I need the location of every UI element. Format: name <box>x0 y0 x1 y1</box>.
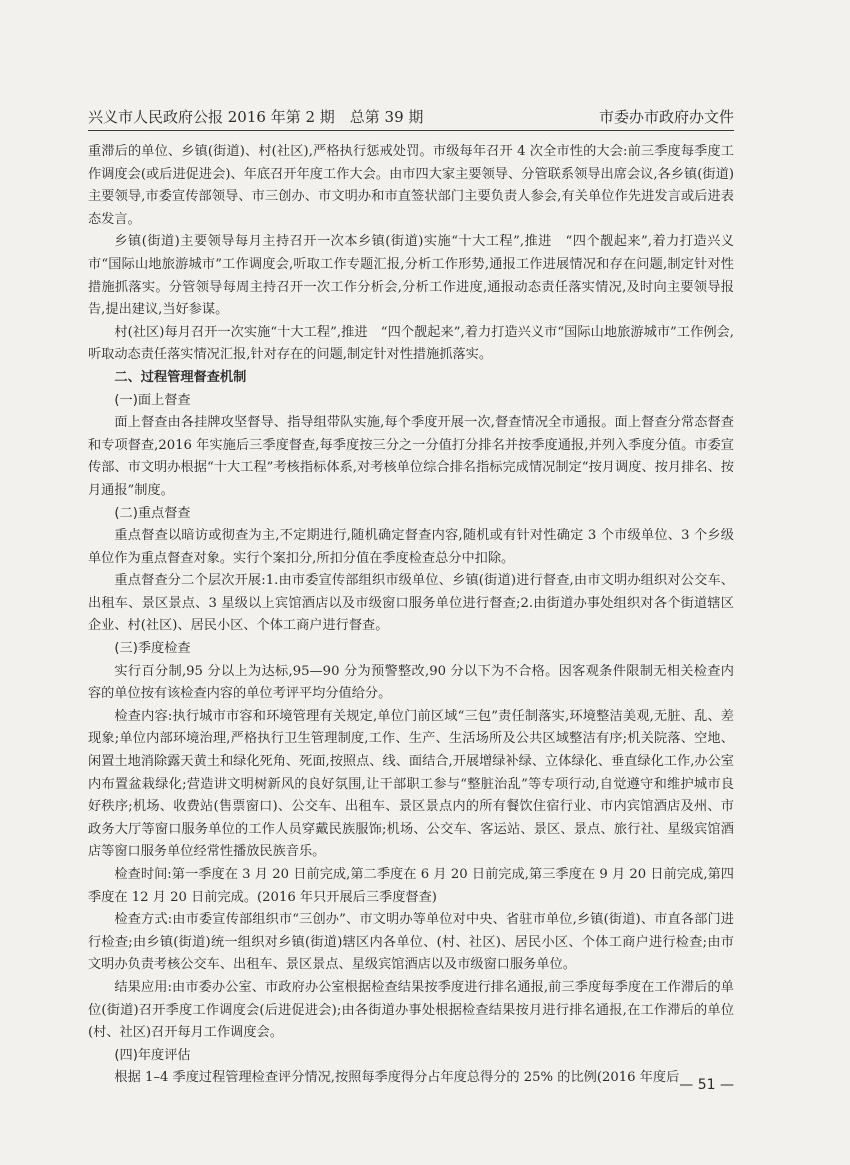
paragraph: 村(社区)每月召开一次实施“十大工程”,推进 “四个靓起来”,着力打造兴义市“国际山地旅游城市”工作例会,听取动态责任落实情况汇报,针对存在的问题,制定针对性措施抓落实。 <box>88 324 734 363</box>
paragraph: 乡镇(街道)主要领导每月主持召开一次本乡镇(街道)实施“十大工程”,推进 “四个靓起来”,着力打造兴义市“国际山地旅游城市”工作调度会,听取工作专题汇报,分析工作形势,通报工作进展情况和存在问题,制定针对性措施抓落实。分管领导每周主持召开一次工作分析会,分析工作进度,通报动态责任落实情况,及时向主要领导报告,提出建议,当好参谋。 <box>88 234 734 318</box>
paragraph: 检查时间:第一季度在 3 月 20 日前完成,第二季度在 6 月 20 日前完成,第三季度在 9 月 20 日前完成,第四季度在 12 月 20 日前完成。(2016 年只开展后三季度督查) <box>88 867 734 905</box>
paragraph: 检查内容:执行城市市容和环境管理有关规定,单位门前区域“三包”责任制落实,环境整洁美观,无脏、乱、差现象;单位内部环境治理,严格执行卫生管理制度,工作、生产、生活场所及公共区域整洁有序;机关院落、空地、闲置土地消除露天黄土和绿化死角、死面,按照点、线、面结合,开展增绿补绿、立体绿化、垂直绿化工作,办公室内布置盆栽绿化;营造讲文明树新风的良好氛围,让干部职工参与“整脏治乱”等专项行动,自觉遵守和维护城市良好秩序;机场、收费站(售票窗口)、公交车、出租车、景区景点内的所有餐饮住宿行业、市内宾馆酒店及州、市政务大厅等窗口服务单位的工作人员穿戴民族服饰;机场、公交车、客运站、景区、景点、旅行社、星级宾馆酒店等窗口服务单位经常性播放民族音乐。 <box>88 708 734 860</box>
paragraph: 结果应用:由市委办公室、市政府办公室根据检查结果按季度进行排名通报,前三季度每季度在工作滞后的单位(街道)召开季度工作调度会(后进促进会);由各街道办事处根据检查结果按月进行排名通报,在工作滞后的单位(村、社区)召开每月工作调度会。 <box>88 979 734 1041</box>
paragraph: 根据 1–4 季度过程管理检查评分情况,按照每季度得分占年度总得分的 25% 的比例(2016 年度后 <box>114 1070 680 1086</box>
section-heading: 二、过程管理督查机制 <box>114 369 247 385</box>
page-number: — 51 — <box>679 1077 734 1093</box>
header-publication-info: 兴义市人民政府公报 2016 年第 2 期 总第 39 期 <box>88 108 424 126</box>
paragraph: 重点督查以暗访或彻查为主,不定期进行,随机确定督查内容,随机或有针对性确定 3 个市级单位、3 个乡级单位作为重点督查对象。实行个案扣分,所扣分值在季度检查总分中扣除。 <box>88 528 734 566</box>
paragraph: 实行百分制,95 分以上为达标,95—90 分为预警整改,90 分以下为不合格。因客观条件限制无相关检查内容的单位按有该检查内容的单位考评平均分值给分。 <box>88 663 734 702</box>
subsection-heading: (一)面上督查 <box>114 392 191 408</box>
paragraph: 面上督查由各挂牌攻坚督导、指导组带队实施,每个季度开展一次,督查情况全市通报。面上督查分常态督查和专项督查,2016 年实施后三季度督查,每季度按三分之一分值打分排名并按季度通报,并列入季度分值。市委宣传部、市文明办根据“十大工程”考核指标体系,对考核单位综合排名指标完成情况制定“按月调度、按月排名、按月通报”制度。 <box>88 415 734 498</box>
paragraph: 重点督查分二个层次开展:1.由市委宣传部组织市级单位、乡镇(街道)进行督查,由市文明办组织对公交车、出租车、景区景点、3 星级以上宾馆酒店以及市级窗口服务单位进行督查;2.由街道办事处组织对各个街道辖区企业、村(社区)、居民小区、个体工商户进行督查。 <box>88 573 734 634</box>
paragraph: 检查方式:由市委宣传部组织市“三创办”、市文明办等单位对中央、省驻市单位,乡镇(街道)、市直各部门进行检查;由乡镇(街道)统一组织对乡镇(街道)辖区内各单位、(村、社区)、居民小区、个体工商户进行检查;由市文明办负责考核公交车、出租车、景区景点、星级宾馆酒店以及市级窗口服务单位。 <box>88 912 734 973</box>
header-section-title: 市委办市政府办文件 <box>598 108 734 126</box>
subsection-heading: (三)季度检查 <box>114 641 191 657</box>
page-header <box>88 104 734 131</box>
subsection-heading: (四)年度评估 <box>114 1047 191 1063</box>
body-text <box>88 141 734 1090</box>
subsection-heading: (二)重点督查 <box>114 505 191 521</box>
paragraph: 重滞后的单位、乡镇(街道)、村(社区),严格执行惩戒处罚。市级每年召开 4 次全市性的大会:前三季度每季度工作调度会(或后进促进会)、年底召开年度工作大会。由市四大家主要领导、分管联系领导出席会议,各乡镇(街道)主要领导,市委宣传部领导、市三创办、市文明办和市直签状部门主要负责人参会,有关单位作先进发言或后进表态发言。 <box>88 144 734 227</box>
